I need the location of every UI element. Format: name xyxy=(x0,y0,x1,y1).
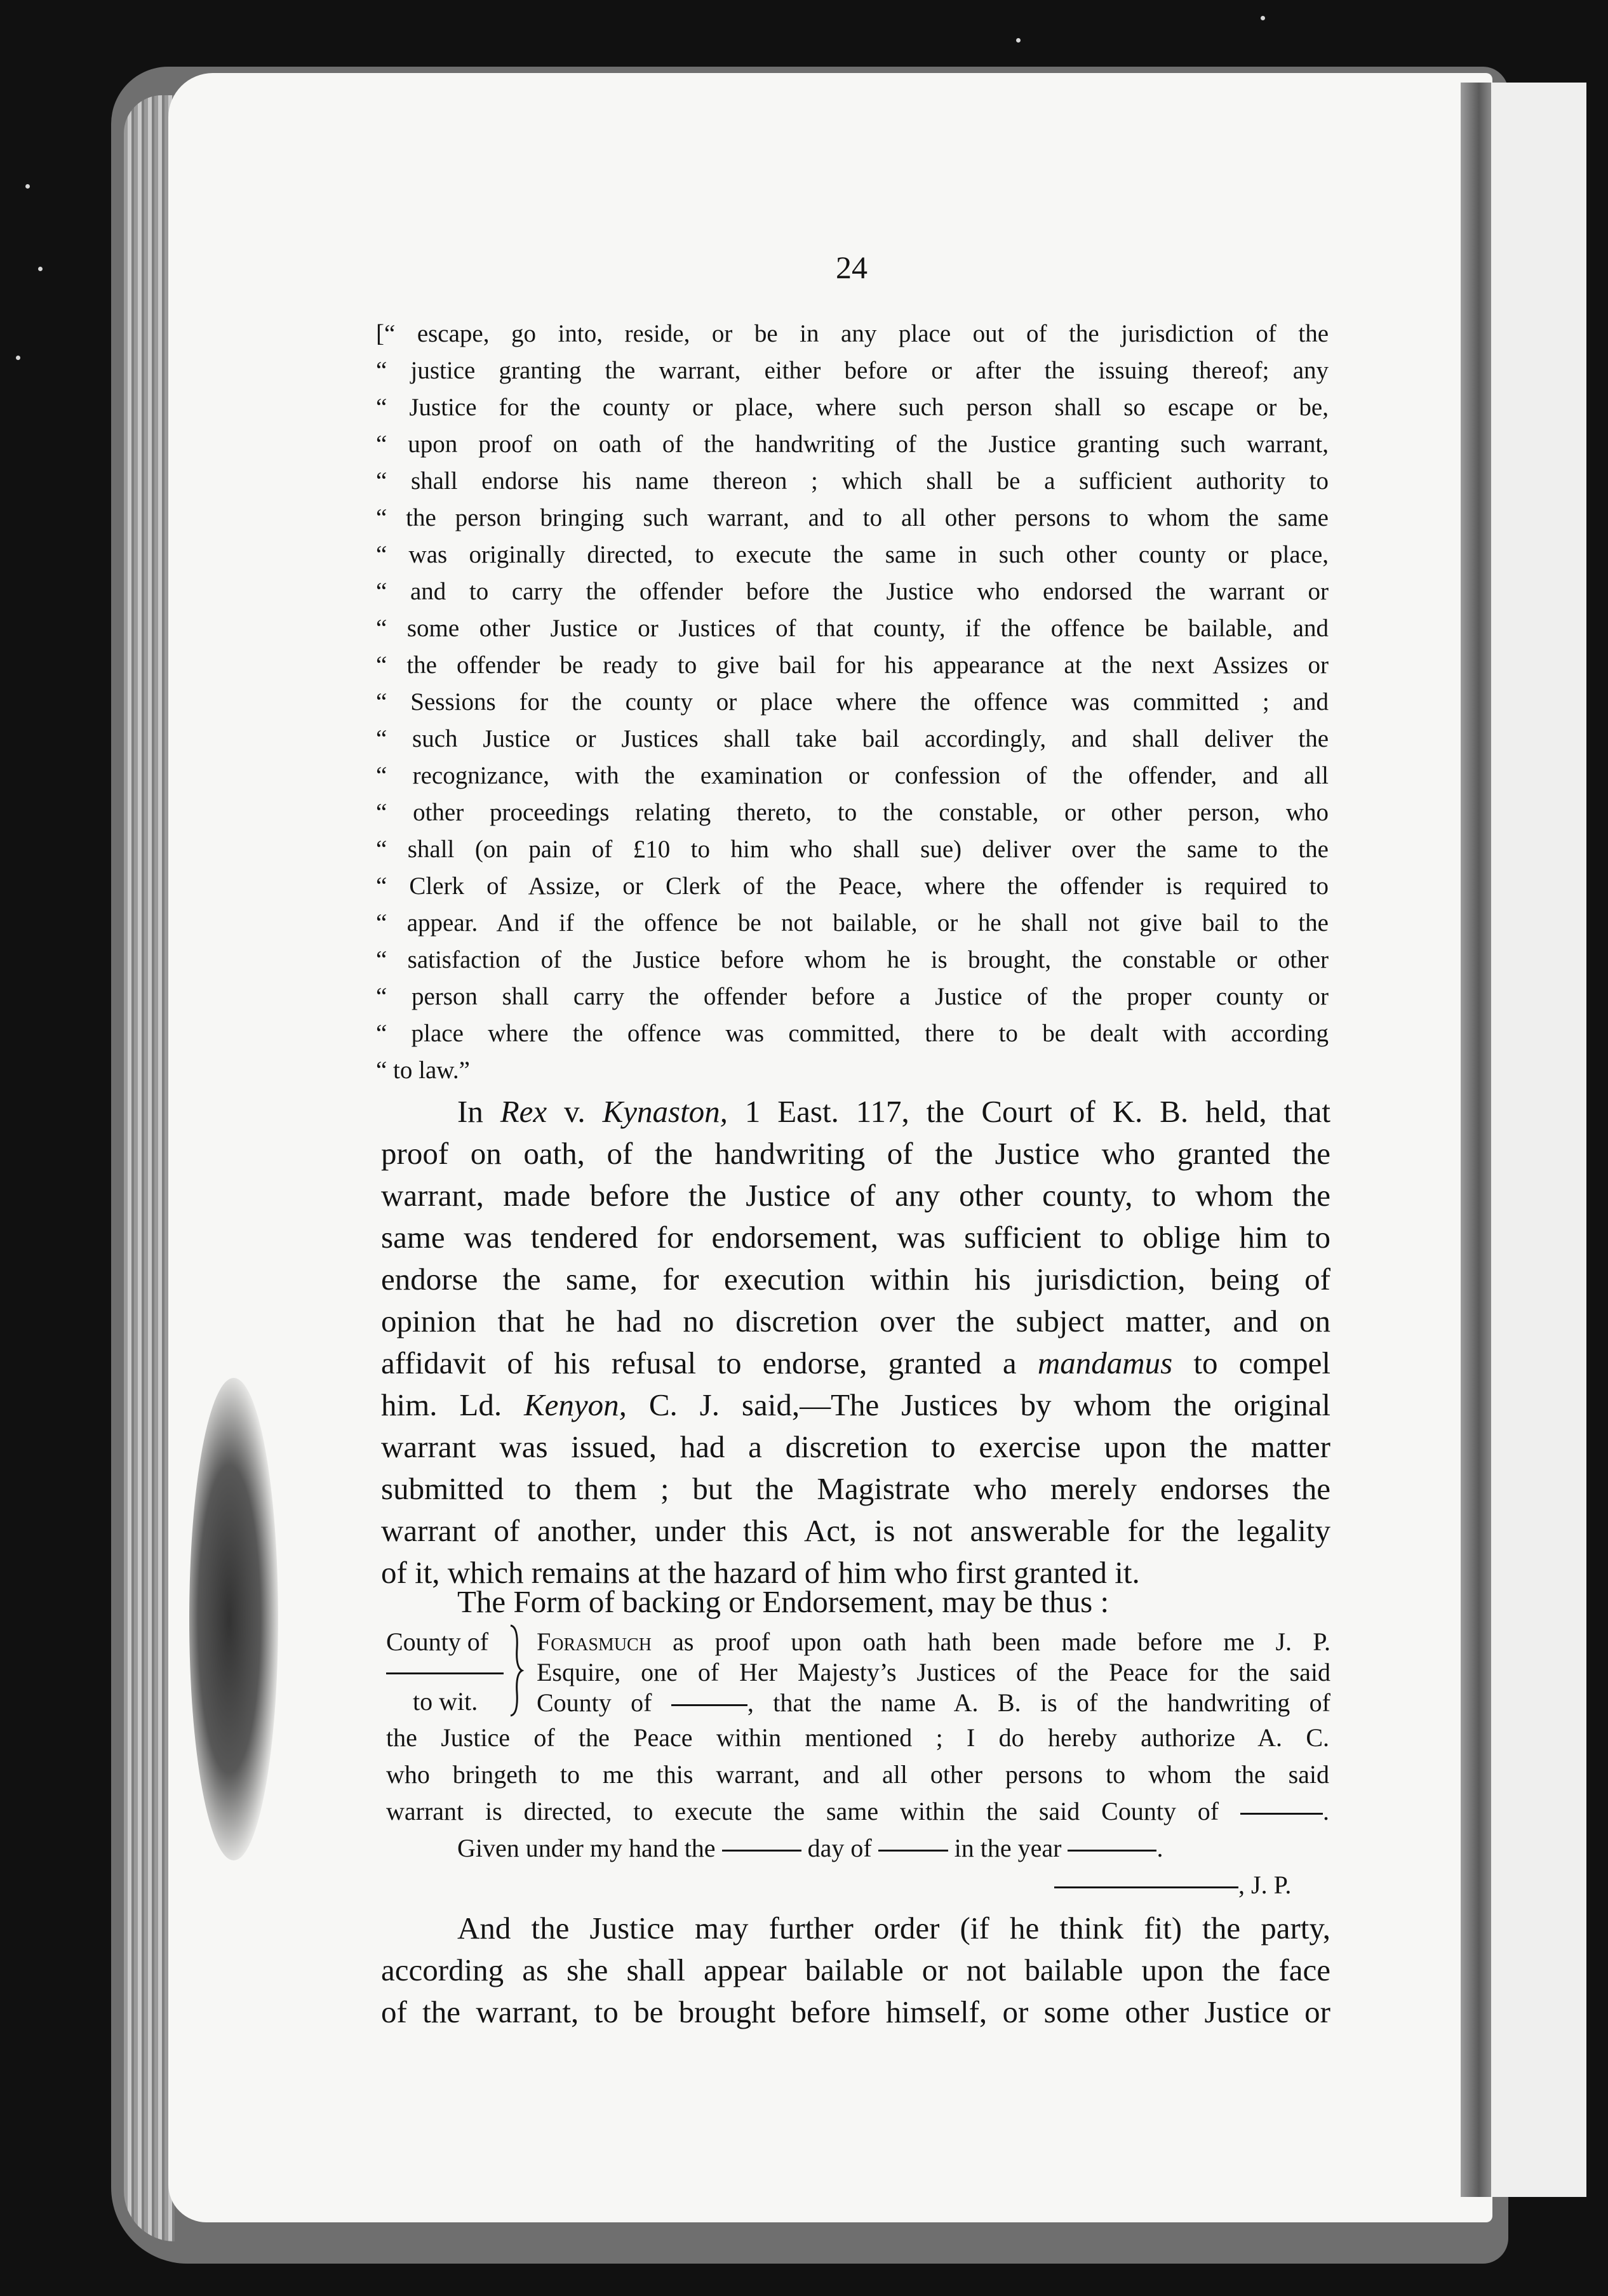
quote-line: “ upon proof on oath of the handwriting of the Justice granting such warrant, xyxy=(376,431,1329,458)
body-line: of the warrant, to be brought before himself, or some other Justice or xyxy=(381,1994,1330,2029)
body-line: submitted to them ; but the Magistrate who merely endorses the xyxy=(381,1471,1330,1506)
text-run: C. J. said,—The Justices by whom the original xyxy=(626,1387,1330,1422)
body-line: opinion that he had no discretion over the subject matter, and on xyxy=(381,1304,1330,1338)
quote-line: “ recognizance, with the examination or confession of the offender, and all xyxy=(376,762,1329,789)
form-line: who bringeth to me this warrant, and all other persons to whom the said xyxy=(386,1760,1329,1789)
jp-label: , J. P. xyxy=(1238,1871,1292,1899)
text-run: as proof upon oath hath been made before me J. P. xyxy=(651,1627,1330,1656)
quote-line: “ shall endorse his name thereon ; which shall be a sufficient authority to xyxy=(376,467,1329,495)
quote-line: “ shall (on pain of £10 to him who shall sue) deliver over the same to the xyxy=(376,836,1329,863)
quote-line: “ the offender be ready to give bail for his appearance at the next Assizes or xyxy=(376,651,1329,679)
quote-line: “ was originally directed, to execute the same in such other county or place, xyxy=(376,541,1329,568)
body-line: warrant, made before the Justice of any other county, to whom the xyxy=(381,1178,1330,1213)
body-line: endorse the same, for execution within his jurisdiction, being of xyxy=(381,1262,1330,1297)
page-number: 24 xyxy=(836,250,868,285)
body-line: And the Justice may further order (if he think fit) the party, xyxy=(457,1911,1330,1946)
signature-line xyxy=(1054,1867,1334,1904)
forasmuch-word: Forasmuch xyxy=(537,1627,652,1656)
text-run: County of xyxy=(537,1688,671,1717)
quote-line: “ and to carry the offender before the Justice who endorsed the warrant or xyxy=(376,578,1329,605)
quote-line: “ such Justice or Justices shall take bail accordingly, and shall deliver the xyxy=(376,725,1329,752)
quote-line: “ other proceedings relating thereto, to the constable, or other person, who xyxy=(376,799,1329,826)
body-line: proof on oath, of the handwriting of the Justice who granted the xyxy=(381,1136,1330,1171)
blank-rule xyxy=(722,1850,801,1852)
quote-line: “ person shall carry the offender before a Justice of the proper county or xyxy=(376,983,1329,1010)
italic-term: mandamus xyxy=(1037,1345,1173,1380)
quote-line: “ Justice for the county or place, where such person shall so escape or be, xyxy=(376,394,1329,421)
given-line: Given under my hand the day of in the year . xyxy=(457,1834,1163,1862)
text-run: to compel xyxy=(1172,1345,1331,1380)
blank-rule xyxy=(878,1850,948,1852)
text-run: Given under my hand the xyxy=(457,1834,722,1862)
to-wit-label: to wit. xyxy=(413,1687,478,1716)
body-line xyxy=(381,1342,1330,1384)
blank-rule xyxy=(1054,1886,1238,1888)
quote-line: “ justice granting the warrant, either before or after the issuing thereof; any xyxy=(376,357,1329,384)
text-run: him. Ld. xyxy=(381,1387,524,1422)
case-name: Rex xyxy=(500,1094,547,1129)
quote-line: “ the person bringing such warrant, and to all other persons to whom the same xyxy=(376,504,1329,531)
body-line xyxy=(381,1384,1330,1426)
body-line: according as she shall appear bailable or not bailable upon the face xyxy=(381,1952,1330,1987)
form-line: the Justice of the Peace within mentioned ; I do hereby authorize A. C. xyxy=(386,1723,1329,1752)
body-line: of it, which remains at the hazard of him who first granted it. xyxy=(381,1555,1140,1590)
text-run: 1 East. 117, the Court of K. B. held, that xyxy=(727,1094,1330,1129)
text-run: day of xyxy=(801,1834,878,1862)
form-brace-line xyxy=(537,1688,1330,1718)
quote-line: “ Sessions for the county or place where the offence was committed ; and xyxy=(376,688,1329,716)
text-run: , that the name A. B. is of the handwriting of xyxy=(747,1688,1330,1717)
case-citation-line xyxy=(457,1091,1330,1133)
county-label: County of xyxy=(386,1627,489,1656)
case-name: Kynaston, xyxy=(602,1094,728,1129)
body-line: warrant of another, under this Act, is not answerable for the legality xyxy=(381,1513,1330,1548)
quote-line: “ satisfaction of the Justice before whom he is brought, the constable or other xyxy=(376,946,1329,973)
quote-line: “ Clerk of Assize, or Clerk of the Peace, where the offender is required to xyxy=(376,872,1329,900)
brace-icon xyxy=(508,1623,525,1718)
form-brace-line: Esquire, one of Her Majesty’s Justices of the Peace for the said xyxy=(537,1658,1330,1686)
judge-name: Kenyon, xyxy=(523,1387,627,1422)
quote-line: “ appear. And if the offence be not bailable, or he shall not give bail to the xyxy=(376,909,1329,937)
quote-line: “ to law.” xyxy=(376,1057,470,1084)
text-run: In xyxy=(457,1094,500,1129)
text-run: affidavit of his refusal to endorse, granted a xyxy=(381,1345,1038,1380)
body-line: warrant was issued, had a discretion to exercise upon the matter xyxy=(381,1429,1330,1464)
county-blank xyxy=(386,1656,504,1686)
text-run: in the year xyxy=(948,1834,1068,1862)
blank-rule xyxy=(1240,1813,1323,1815)
form-intro: The Form of backing or Endorsement, may be thus : xyxy=(457,1584,1109,1619)
form-line: warrant is directed, to execute the same within the said County of . xyxy=(386,1797,1330,1825)
quote-line: [“ escape, go into, reside, or be in any place out of the jurisdiction of the xyxy=(376,320,1329,347)
blank-rule xyxy=(671,1704,747,1706)
blank-rule xyxy=(1068,1850,1156,1852)
form-brace-line xyxy=(537,1627,1330,1657)
quote-line: “ place where the offence was committed, there to be dealt with according xyxy=(376,1020,1329,1047)
text-run: v. xyxy=(547,1094,603,1129)
quote-line: “ some other Justice or Justices of that county, if the offence be bailable, and xyxy=(376,615,1329,642)
body-line: same was tendered for endorsement, was sufficient to oblige him to xyxy=(381,1220,1330,1255)
text-run: warrant is directed, to execute the same within the said County of xyxy=(386,1797,1219,1825)
